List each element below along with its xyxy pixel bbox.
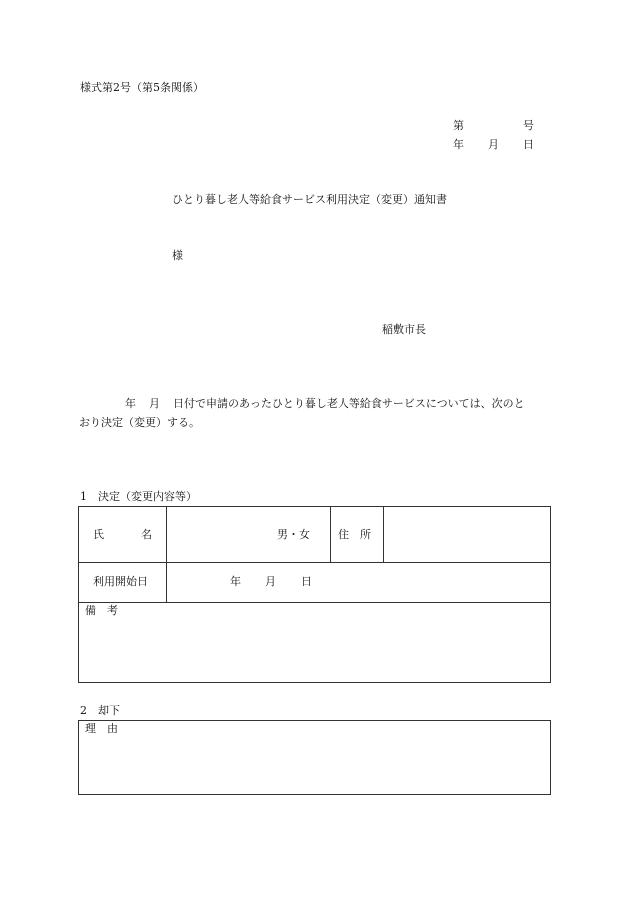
start-date-day: 日 (301, 575, 312, 588)
name-label-first: 氏 (93, 528, 104, 541)
table-divider (166, 507, 167, 602)
start-date-month: 月 (265, 575, 276, 588)
form-number: 様式第2号（第5条関係） (80, 81, 204, 94)
start-date-year: 年 (230, 575, 241, 588)
remarks-label: 備 考 (85, 604, 118, 617)
issuer: 稲敷市長 (382, 323, 426, 336)
date-year: 年 (453, 138, 464, 151)
doc-number-prefix: 第 (453, 119, 464, 132)
addressee-suffix: 様 (172, 249, 183, 262)
start-date-label: 利用開始日 (93, 575, 148, 588)
table-divider (79, 602, 550, 603)
decision-table (78, 506, 551, 683)
section1-heading: 1 決定（変更内容等） (80, 490, 197, 503)
date-month: 月 (488, 138, 499, 151)
body-line1-rest: 日付で申請のあったひとり暮し老人等給食サービスについては、次のと (173, 397, 525, 410)
document-title: ひとり暮し老人等給食サービス利用決定（変更）通知書 (172, 193, 447, 206)
doc-number-suffix: 号 (523, 119, 534, 132)
name-label-second: 名 (141, 528, 152, 541)
rejection-box (78, 720, 551, 795)
gender-options: 男・女 (277, 528, 310, 541)
address-label: 住 所 (338, 528, 371, 541)
table-divider (383, 507, 384, 562)
reason-label: 理 由 (85, 722, 118, 735)
section2-heading: 2 却下 (80, 704, 120, 717)
body-month: 月 (149, 397, 160, 410)
body-year: 年 (125, 397, 136, 410)
table-divider (330, 507, 331, 562)
table-divider (79, 562, 550, 563)
date-day: 日 (523, 138, 534, 151)
body-line2: おり決定（変更）する。 (79, 416, 200, 429)
